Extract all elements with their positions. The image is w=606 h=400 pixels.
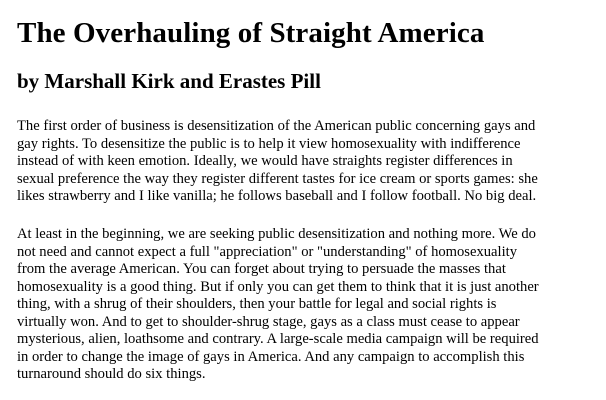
paragraph-line: instead of with keen emotion. Ideally, we would have straights register differences in: [17, 153, 513, 169]
paragraph-line: sexual preference the way they register different tastes for ice cream or sports games: she: [17, 170, 538, 187]
paragraph-line: mysterious, alien, loathsome and contrary. A large-scale media campaign will be required: [17, 331, 539, 347]
paragraph-line: not need and cannot expect a full "appreciation" or "understanding" of homosexuality: [17, 243, 517, 260]
paragraph-line: virtually won. And to get to shoulder-shrug stage, gays as a class must cease to appear: [17, 313, 520, 330]
paragraph-line: in order to change the image of gays in America. And any campaign to accomplish this: [17, 348, 525, 365]
paragraph-line: gay rights. To desensitize the public is to help it view homosexuality with indifference: [17, 135, 521, 152]
paragraph-line: turnaround should do six things.: [17, 366, 206, 382]
paragraph-line: The first order of business is desensitization of the American public concerning gays and: [17, 118, 536, 134]
document-title: The Overhauling of Straight America: [17, 17, 485, 49]
paragraph-line: from the average American. You can forget about trying to persuade the masses that: [17, 261, 506, 277]
paragraph-line: likes strawberry and I like vanilla; he follows baseball and I follow football. No big deal.: [17, 188, 537, 204]
paragraph-1: [17, 118, 599, 206]
paragraph-line: thing, with a shrug of their shoulders, then your battle for legal and social rights is: [17, 296, 497, 312]
document-byline: by Marshall Kirk and Erastes Pill: [17, 69, 321, 93]
paragraph-line: At least in the beginning, we are seeking public desensitization and nothing more. We do: [17, 226, 536, 242]
paragraph-2: [17, 226, 599, 384]
paragraph-line: homosexuality is a good thing. But if only you can get them to think that it is just another: [17, 278, 539, 295]
